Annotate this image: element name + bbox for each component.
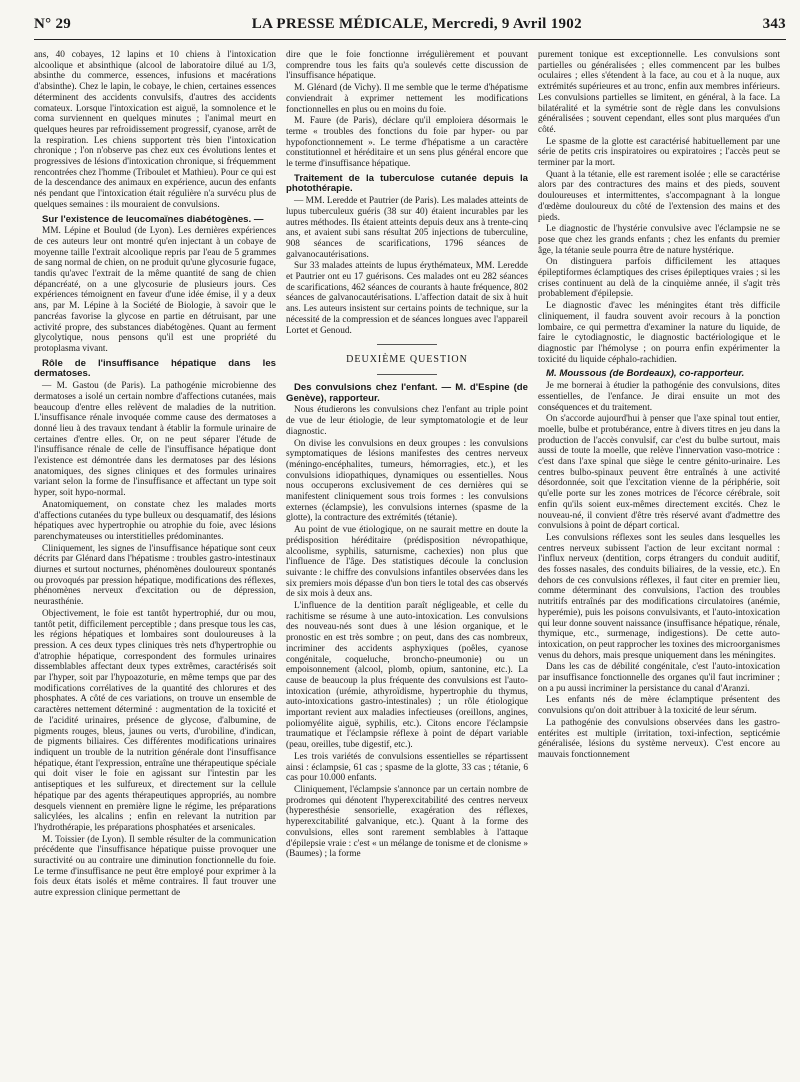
paragraph: purement tonique est exceptionnelle. Les convulsions sont partielles ou généralisées ; elles commencent par les bulbes oculaires ; elles s'étendent à la face, au cou et à la nuque, aux extrémités supérieures et au tronc, enfin aux membres inférieurs. Les convulsions partielles se limitent, en général, à la face. La bilatéralité et la symétrie sont de règle dans les convulsions généralisées ; souvent cependant, elles sont plus marquées d'un côté.	[538, 50, 780, 135]
divider	[377, 344, 437, 345]
paragraph: — MM. Leredde et Pautrier (de Paris). Les malades atteints de lupus tuberculeux guéris (38 sur 40) étaient incurables par les autres méthodes. Ils étaient atteints depuis deux ans à trente-cinq ans, et avaient subi sans résultat 205 injections de tuberculine, 908 séances de scarifications, 1796 séances de galvanocautérisations.	[286, 196, 528, 260]
paragraph: Le spasme de la glotte est caractérisé habituellement par une série de petits cris inspiratoires ou expiratoires ; l'accès peut se terminer par la mort.	[538, 136, 780, 169]
section-heading: Rôle de l'insuffisance hépatique dans les dermatoses.	[34, 357, 276, 380]
paragraph: Sur 33 malades atteints de lupus érythémateux, MM. Leredde et Pautrier ont eu 17 guérisons. Ces malades ont eu 282 séances de scarifications, 462 séances de courants à haute fréquence, 802 séances de galvanocautérisations. L'affection datait de six à huit ans. Les auteurs insistent sur certains points de technique, sur la nécessité de la compression et de séances longues avec l'appareil Lortet et Genoud.	[286, 261, 528, 336]
paragraph: Le diagnostic de l'hystérie convulsive avec l'éclampsie ne se pose que chez les grands enfants ; chez les enfants du premier âge, la tétanie seule pourra être de nature hystérique.	[538, 224, 780, 256]
paragraph: dire que le foie fonctionne irrégulièrement et pouvant comprendre tous les faits qu'a soulevés cette discussion de l'insuffisance hépatique.	[286, 50, 528, 82]
paragraph: Les enfants nés de mère éclamptique présentent des convulsions qu'on doit attribuer à la toxicité de leur sérum.	[538, 695, 780, 717]
issue-number: N° 29	[34, 16, 72, 32]
column-3	[538, 50, 780, 1070]
section-heading: Sur l'existence de leucomaïnes diabétogènes. —	[42, 213, 264, 225]
paragraph: M. Toissier (de Lyon). Il semble résulter de la communication précédente que l'insuffisance hépatique puisse provoquer une suractivité ou au contraire une diminution fonctionnelle du foie. Le terme d'insuffisance ne peut être employé pour exprimer à la fois deux états isolés et même contraires. Il faut trouver une autre expression clinique permettant de	[34, 834, 276, 899]
column-1	[34, 50, 276, 1070]
section-heading: M. Moussous (de Bordeaux), co-rapporteur.	[546, 368, 745, 380]
paragraph: On distinguera parfois difficilement les attaques épileptiformes éclamptiques des crises épileptiques vraies ; si les crises continuent au delà de la cinquième année, il s'agit très probablement d'épilepsie.	[538, 257, 780, 300]
paragraph: M. Glénard (de Vichy). Il me semble que le terme d'hépatisme conviendrait à exprimer nettement les modifications fonctionnelles en plus ou en moins du foie.	[286, 83, 528, 115]
paragraph: Le diagnostic d'avec les méningites étant très difficile cliniquement, il faudra souvent avoir recours à la ponction lombaire, ce qui permettra d'examiner la nature du liquide, de faire le cytodiagnostic, le diagnostic bactériologique et le diagnostic par l'hémolyse ; on pourra enfin expérimenter la toxicité du liquide céphalo-rachidien.	[538, 301, 780, 365]
journal-title-line	[252, 16, 582, 33]
paragraph: Objectivement, le foie est tantôt hypertrophié, dur ou mou, tantôt petit, difficilement perceptible ; dans presque tous les cas, les régions hépatiques et lombaires sont douloureuses à la pression. A ces deux types cliniques très nets d'hypertrophie ou d'atrophie hépatique, correspondent des formules urinaires dissemblables affectant deux types extrêmes, caractérisés soit par l'hyper, soit par l'hypoazoturie, en même temps que par des modifications corrélatives de la quantité des chlorures et des phosphates. A côté de ces variations, on trouve un ensemble de caractères nettement déterminé : augmentation de la toxicité et de l'acidité urinaires, présence de glycose, d'albumine, de pigments rouges, bleus, jaunes ou verts, d'urobiline, d'indican, de pigments biliaires. Ces différentes modifications urinaires indiquent un trouble de la nutrition générale dont l'insuffisance hépatique, étant l'expression, entraîne une thérapeutique spéciale qui doit viser le foie en agissant sur l'intestin par les antiseptiques et les sulfureux, et directement sur la cellule hépatique par des agents thérapeutiques appropriés, au nombre desquels viennent en première ligne le régime, les préparations salicylées, les alcalins ; enfin en relevant la nutrition par l'hydrothérapie, les préparations phosphatées et arsenicales.	[34, 608, 276, 833]
column-2	[286, 50, 528, 1070]
paragraph: Cliniquement, l'éclampsie s'annonce par un certain nombre de prodromes qui dénotent l'hyperexcitabilité des centres nerveux (hyperesthésie sensorielle, exagération des réflexes, hyperexcitabilité galvanique, etc.). Quant à la forme des convulsions, elles sont rarement semblables à l'attaque d'épilepsie vraie : c'est « un mélange de tonisme et de clonisme » (Baumes) ; la forme	[286, 785, 528, 860]
issue-date: Mercredi, 9 Avril 1902	[432, 16, 582, 32]
paragraph: ans, 40 cobayes, 12 lapins et 10 chiens à l'intoxication alcoolique et absinthique (alcool de laboratoire dilué au 1/3, absinthe du commerce, essences, infusions et macérations d'absinthe). Chez le lapin, le cobaye, le chien, certaines essences déterminent des accidents convulsifs, d'autres des accidents comateux. Lorsque l'intoxication est aiguë, la somnolence et le coma surviennent en quelques minutes ; l'animal meurt en quelques heures par refroidissement progressif, cyanose, arrêt de la respiration. Les chiens supportent très bien l'intoxication chronique ; l'on n'observe pas chez eux ces évolutions lentes et progressives de lésions d'intoxication chronique, si fréquemment rencontrées chez l'homme (Triboulet et Mathieu). Pour ce qui est de la descendance des animaux en expérience, aucun des enfants nés pendant que l'intoxication était régulière n'a survécu plus de quelques semaines : ils mouraient de convulsions.	[34, 50, 276, 210]
paragraph: Les convulsions réflexes sont les seules dans lesquelles les centres nerveux subissent l'action de leur excitant normal : l'influx nerveux (dentition, corps étrangers du conduit auditif, des fosses nasales, des conduits biliaires, de la vessie, etc.). En dehors de ces convulsions réflexes, il faut citer en premier lieu, comme déterminant des convulsions, l'action des troubles nutritifs entraînés par des modifications circulatoires (anémie, hyperémie), puis les poisons convulsivants, et l'auto-intoxication qui leur donne souvent naissance (insuffisance hépatique, rénale, thymique, etc., surmenage, indigestions). De cette auto-intoxication, on peut rapprocher les toxines des microorganismes venus du dehors, mais presque uniquement dans les méningites.	[538, 532, 780, 661]
paragraph: Au point de vue étiologique, on ne saurait mettre en doute la prédisposition héréditaire (prédisposition névropathique, alcoolisme, syphilis, saturnisme, cachexies) non plus que l'influence de l'âge. Des statistiques découle la conclusion suivante : le chiffre des convulsions infantiles observées dans les six premiers mois dépasse d'un bon tiers le total des cas observés de six mois à deux ans.	[286, 525, 528, 600]
text-columns	[34, 50, 786, 1070]
paragraph: On divise les convulsions en deux groupes : les convulsions symptomatiques de lésions manifestes des centres nerveux (méningo-encéphalites, tumeurs, hémorragies, etc.), et les convulsions idiopathiques, dynamiques ou essentielles. Nous nous occuperons exclusivement de ces dernières qui se manifestent cliniquement sous trois formes : les convulsions externes (éclampsie), les convulsions internes (spasme de la glotte), la contracture des extrémités (tétanie).	[286, 438, 528, 524]
masthead	[34, 16, 786, 40]
paragraph: L'influence de la dentition paraît négligeable, et celle du rachitisme se résume à une auto-intoxication. Les convulsions des nouveau-nés sont dues à une lésion organique, et le pronostic en est très sombre ; on peut, dans des cas nombreux, incriminer des accidents asphyxiques (poêles, cyanose congénitale, coqueluche, broncho-pneumonie) ou un empoisonnement (alcool, plomb, opium, santonine, etc.). La cause de beaucoup la plus fréquente des convulsions est l'auto-intoxication (urémie, athyroïdisme, hypertrophie du thymus, auto-intoxications gastro-intestinales) ; un rôle étiologique important revient aux maladies infectieuses (oreillons, angines, poliomyélite aiguë, syphilis, etc.). Citons encore l'éclampsie traumatique et l'éclampsie réflexe à point de départ variable (peau, oreilles, tube digestif, etc.).	[286, 601, 528, 751]
paragraph: Dans les cas de débilité congénitale, c'est l'auto-intoxication par insuffisance fonctionnelle des organes qu'il faut incriminer ; on a pu aussi incriminer la persistance du canal d'Aranzi.	[538, 662, 780, 694]
paragraph: Je me bornerai à étudier la pathogénie des convulsions, dites essentielles, de l'enfance. Je dirai ensuite un mot des conséquences et du traitement.	[538, 381, 780, 413]
paragraph: Nous étudierons les convulsions chez l'enfant au triple point de vue de leur étiologie, de leur symptomatologie et de leur diagnostic.	[286, 405, 528, 437]
section-heading: Des convulsions chez l'enfant. — M. d'Espine (de Genève), rapporteur.	[286, 381, 528, 404]
journal-title: LA PRESSE MÉDICALE,	[251, 16, 428, 32]
divider	[377, 374, 437, 375]
paragraph: MM. Lépine et Boulud (de Lyon). Les dernières expériences de ces auteurs leur ont montré qu'en injectant à un cobaye de moyenne taille l'extrait alcoolique repris par l'eau de 5 grammes de sang normal de chien, on ne produit qu'une glycosurie fugace, tandis qu'avec l'extrait de la même quantité de sang de chien dépancréaté, on a une glycosurie de plusieurs jours. Ces expériences témoignent en faveur d'une idée émise, il y a deux ans, par M. Lépine à la Société de Biologie, à savoir que le pancréas favorise la glycose en partie en détruisant, par une activité propre, des substances diabétogènes. Quant au ferment glycolytique, nous pensons qu'il est une propriété du protoplasma vivant.	[34, 226, 276, 354]
paragraph: — M. Gastou (de Paris). La pathogénie microbienne des dermatoses a isolé un certain nombre d'affections cutanées, mais beaucoup d'entre elles relèvent de maladies de la nutrition. L'insuffisance rénale invoquée comme cause des dermatoses a donné lieu à des travaux tendant à établir la formule urinaire de certaines d'entre elles. Or, on ne peut séparer l'étude de l'insuffisance rénale de celle de l'insuffisance hépatique dont l'existence est démontrée dans les dermatoses par des lésions anatomiques, des signes cliniques et des formules urinaires variant selon la forme de l'insuffisance et affectant un type soit hyper, soit hypo-normal.	[34, 381, 276, 499]
paragraph: Quant à la tétanie, elle est rarement isolée ; elle se caractérise alors par des contractures des mains et des pieds, souvent douloureuses et intermittentes, s'accompagnant à la longue d'œdème douloureux du côté de l'extension des mains et des pieds.	[538, 169, 780, 223]
paragraph: La pathogénie des convulsions observées dans les gastro-entérites est multiple (irritation, toxi-infection, septicémie généralisée, lésions du système nerveux). C'est encore au mauvais fonctionnement	[538, 717, 780, 760]
paragraph: Anatomiquement, on constate chez les malades morts d'affections cutanées du type bulleux ou desquamatif, des lésions hépatiques avec hypertrophie ou atrophie du foie, avec lésions parenchymateuses ou interstitielles prédominantes.	[34, 499, 276, 542]
section-title: DEUXIÈME QUESTION	[346, 354, 468, 366]
section-heading: Traitement de la tuberculose cutanée depuis la photothérapie.	[286, 172, 528, 195]
paragraph: Les trois variétés de convulsions essentielles se répartissent ainsi : éclampsie, 61 cas ; spasme de la glotte, 33 cas ; tétanie, 6 cas pour 10.000 enfants.	[286, 751, 528, 784]
page-number: 343	[762, 16, 786, 32]
paragraph: M. Faure (de Paris), déclare qu'il emploiera désormais le terme « troubles des fonctions du foie par hyper- ou par hypofonctionnement ». Le terme d'hépatisme a un caractère constitutionnel et héréditaire et un sens plus général encore que le terme d'insuffisance hépatique.	[286, 116, 528, 170]
paragraph: Cliniquement, les signes de l'insuffisance hépatique sont ceux décrits par Glénard dans l'hépatisme : troubles gastro-intestinaux diurnes et surtout nocturnes, phénomènes douloureux spontanés ou provoqués par pression hépatique, modifications des réflexes, phénomènes nerveux d'excitation ou de dépression, neurasthénie.	[34, 543, 276, 608]
paragraph: On s'accorde aujourd'hui à penser que l'axe spinal tout entier, moelle, bulbe et protubérance, entre à divers titres en jeu dans la production de l'accès convulsif, car c'est du bulbe surtout, mais aussi de toute la moelle, que relève l'innervation vaso-motrice : c'est dans l'axe spinal que siège le centre génito-urinaire. Les centres bulbo-spinaux peuvent être entraînés à une activité désordonnée, soit que l'excitation vienne de la périphérie, soit qu'elle porte sur les zones motrices de l'écorce cérébrale, soit enfin qu'ils soient eux-mêmes directement excités. Chez le nouveau-né, il convient d'être très réservé avant d'admettre des convulsions à point de départ cortical.	[538, 414, 780, 532]
